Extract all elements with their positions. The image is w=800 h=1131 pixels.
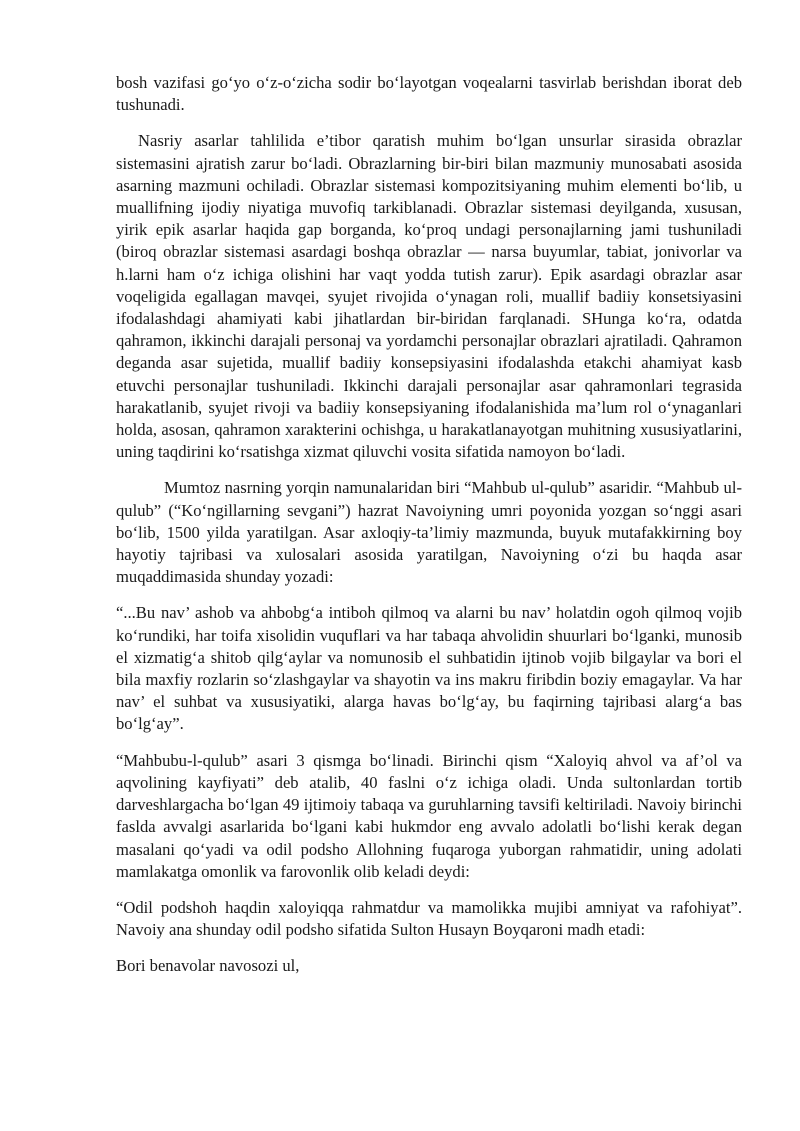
- paragraph-image-system: Nasriy asarlar tahlilida e’tibor qaratish muhim bo‘lgan unsurlar sirasida obrazlar sistemasini ajratish zarur bo‘ladi. Obrazlarning bir-biri bilan mazmuniy munosabati asosida asarning mazmuni ochiladi. Obrazlar sistemasi kompozitsiyaning muhim elementi bo‘lib, u muallifning ijodiy niyatiga muvofiq tarkiblanadi. Obrazlar sistemasi deyilganda, xususan, yirik epik asarlar haqida gap borganda, ko‘proq undagi personajlarning jami tushuniladi (biroq obrazlar sistemasi asardagi boshqa obrazlar — narsa buyumlar, tabiat, jonivorlar va h.larni ham o‘z ichiga olishini har vaqt yodda tutish zarur). Epik asardagi obrazlar asar voqeligida egallagan mavqei, syujet rivojida o‘ynagan roli, muallif badiiy konsetsiyasini ifodalashdagi ahamiyati kabi jihatlardan bir-biridan farqlanadi. SHunga ko‘ra, odatda qahramon, ikkinchi darajali personaj va yordamchi personajlar obrazlari ajratiladi. Qahramon deganda asar sujetida, muallif badiiy konsepsiyasini ifodalashda etakchi ahamiyat kasb etuvchi personajlar tushuniladi. Ikkinchi darajali personajlar asar qahramonlari tegrasida harakatlanib, syujet rivoji va badiiy konsepsiyaning ifodalanishida ma’lum rol o‘ynaganlari holda, asosan, qahramon xarakterini ochishga, u harakatlanayotgan muhitning xususiyatlarini, uning taqdirini ko‘rsatishga xizmat qiluvchi vosita sifatida namoyon bo‘ladi.: [116, 131, 742, 462]
- paragraph-intro-continuation: bosh vazifasi go‘yo o‘z-o‘zicha sodir bo‘layotgan voqealarni tasvirlab berishdan iborat deb tushunadi.: [116, 73, 742, 115]
- paragraph-just-ruler-quote: “Odil podshoh haqdin xaloyiqqa rahmatdur va mamolikka mujibi amniyat va rafohiyat”. Navoiy ana shunday odil podsho sifatida Sulton Husayn Boyqaroni madh etadi:: [116, 897, 742, 940]
- document-page: [116, 72, 742, 992]
- paragraph-mahbub-ul-qulub: Mumtoz nasrning yorqin namunalaridan biri “Mahbub ul-qulub” asaridir. “Mahbub ul-qulub” (“Ko‘ngillarning sevgani”) hazrat Navoiyning umri poyonida yozgan so‘nggi asari bo‘lib, 1500 yilda yaratilgan. Asar axloqiy-ta’limiy mazmunda, buyuk mutafakkirning boy hayotiy tajribasi va xulosalari asosida yaratilgan, Navoiyning o‘zi bu haqda asar muqaddimasida shunday yozadi:: [116, 478, 742, 587]
- paragraph-quotation: “...Bu nav’ ashob va ahbobg‘a intiboh qilmoq va alarni bu nav’ holatdin ogoh qilmoq vojib ko‘rundiki, har toifa xisolidin vuquflari va har tabaqa ahvolidin shuurlari bo‘lganki, munosib el xizmatig‘a shitob qilg‘aylar va nomunosib el suhbatidin ijtinob vojib bilgaylar va bori el bila maxfiy rozlarin so‘zlashgaylar va shayotin va ins makru firibdin boziy emagaylar. Va har nav’ el suhbat va xususiyatiki, alarga havas bo‘lg‘ay, bu faqirning tajribasi alarg‘a bas bo‘lg‘ay”.: [116, 603, 742, 734]
- verse-line: Bori benavolar navosozi ul,: [116, 956, 300, 976]
- paragraph-structure: “Mahbubu-l-qulub” asari 3 qismga bo‘linadi. Birinchi qism “Xaloyiq ahvol va af’ol va aqvolining kayfiyati” deb atalib, 40 faslni o‘z ichiga oladi. Unda sultonlardan tortib darveshlargacha bo‘lgan 49 ijtimoiy tabaqa va guruhlarning tavsifi keltiriladi. Navoiy birinchi faslda avvalgi asarlarida bo‘lgani kabi hukmdor eng avvalo adolatli bo‘lishi kerak degan masalani qo‘yadi va odil podsho Allohning fuqaroga yuborgan rahmatidir, uning adolati mamlakatga omonlik va farovonlik olib keladi deydi:: [116, 750, 742, 881]
